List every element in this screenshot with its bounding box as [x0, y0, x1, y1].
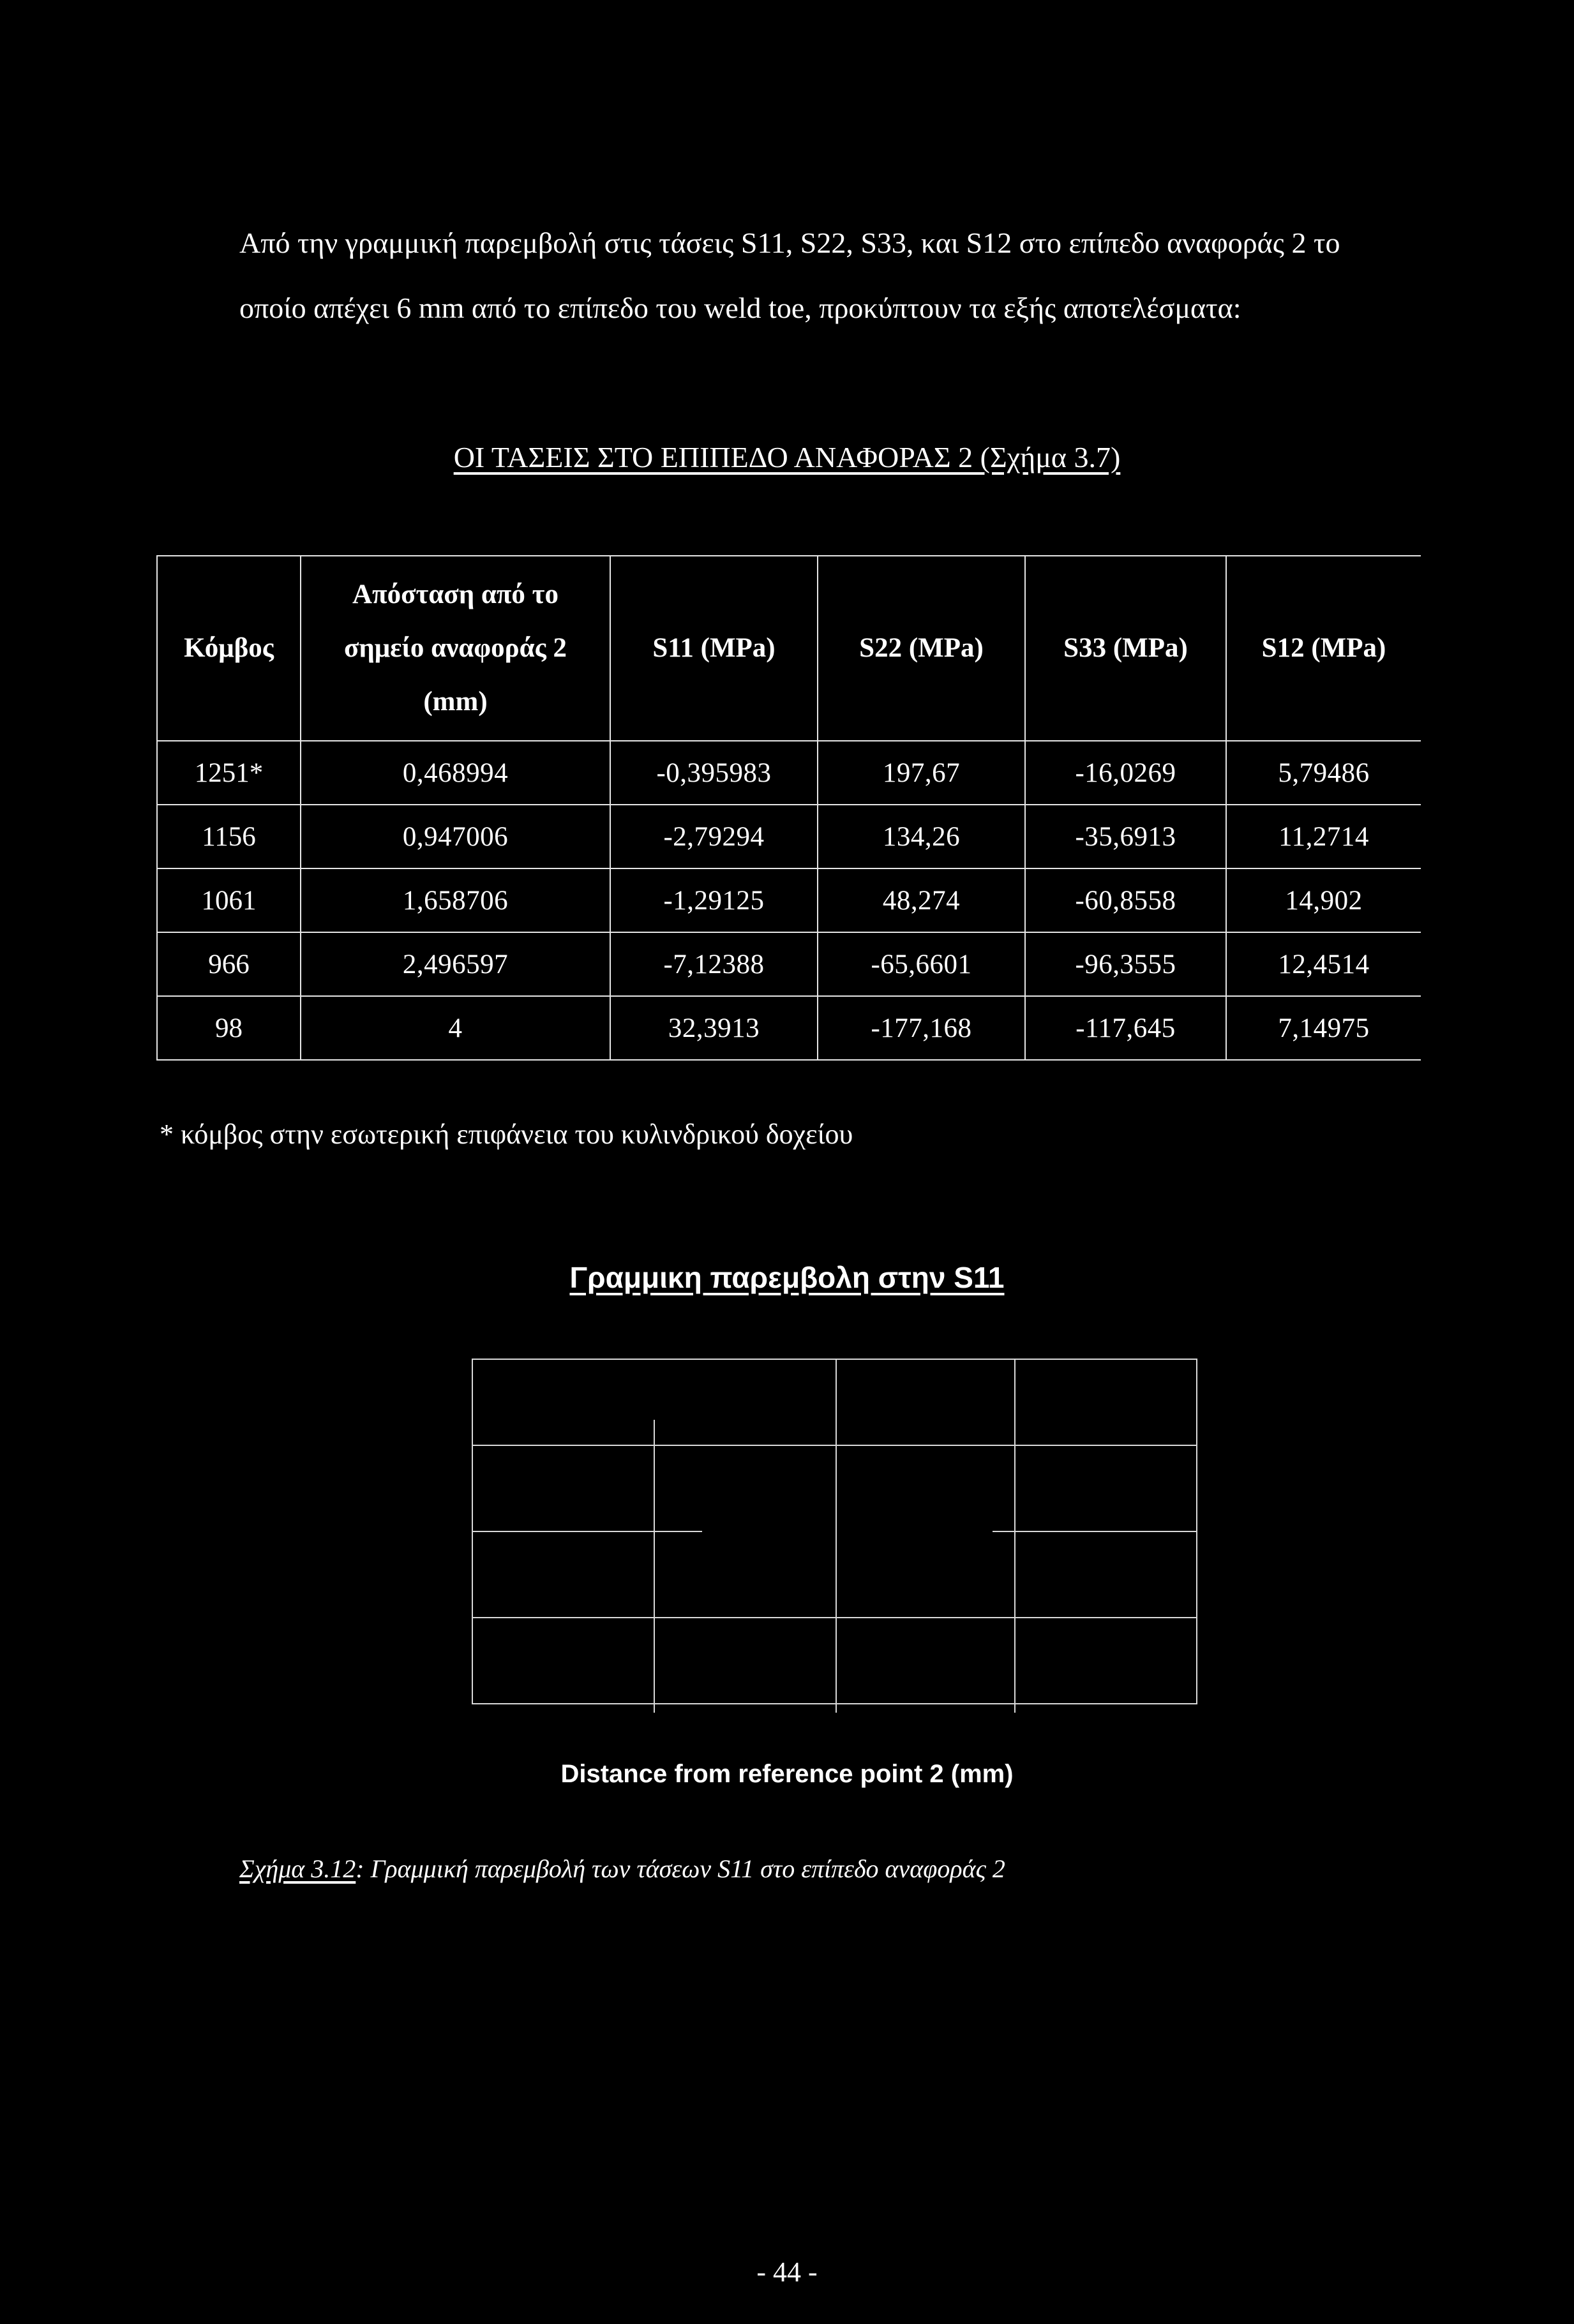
header-s22: S22 (MPa): [818, 556, 1025, 741]
cell-s33: -35,6913: [1025, 805, 1226, 868]
cell-s33: -96,3555: [1025, 932, 1226, 996]
cell-s12: 14,902: [1226, 868, 1421, 932]
cell-s22: 134,26: [818, 805, 1025, 868]
cell-distance: 4: [301, 996, 610, 1060]
cell-s11: 32,3913: [610, 996, 818, 1060]
cell-s12: 5,79486: [1226, 741, 1421, 805]
cell-s33: -117,645: [1025, 996, 1226, 1060]
cell-s12: 7,14975: [1226, 996, 1421, 1060]
cell-node: 966: [157, 932, 301, 996]
cell-distance: 1,658706: [301, 868, 610, 932]
cell-node: 1061: [157, 868, 301, 932]
table-footnote: * κόμβος στην εσωτερική επιφάνεια του κυλινδρικού δοχείου: [160, 1119, 853, 1150]
header-s11: S11 (MPa): [610, 556, 818, 741]
cell-s22: 48,274: [818, 868, 1025, 932]
cell-s12: 12,4514: [1226, 932, 1421, 996]
cell-node: 98: [157, 996, 301, 1060]
cell-s33: -60,8558: [1025, 868, 1226, 932]
cell-node: 1156: [157, 805, 301, 868]
header-distance-line-2: σημείο αναφοράς 2: [343, 633, 567, 663]
cell-distance: 2,496597: [301, 932, 610, 996]
cell-node: 1251*: [157, 741, 301, 805]
cell-s11: -1,29125: [610, 868, 818, 932]
header-s33: S33 (MPa): [1025, 556, 1226, 741]
cell-s22: -65,6601: [818, 932, 1025, 996]
cell-s11: -0,395983: [610, 741, 818, 805]
cell-distance: 0,468994: [301, 741, 610, 805]
cell-s11: -2,79294: [610, 805, 818, 868]
figure-caption-ref: Σχήμα 3.12: [239, 1854, 356, 1883]
cell-distance: 0,947006: [301, 805, 610, 868]
cell-s22: -177,168: [818, 996, 1025, 1060]
header-distance-line-1: Απόσταση από το: [352, 579, 558, 609]
intro-paragraph: Από την γραμμική παρεμβολή στις τάσεις S11, S22, S33, και S12 στο επίπεδο αναφοράς 2 το οποίο απέχει 6 mm από το επίπεδο του weld toe, προκύπτουν τα εξής αποτελέσματα:: [239, 227, 1340, 324]
figure-caption-text: : Γραμμική παρεμβολή των τάσεων S11 στο επίπεδο αναφοράς 2: [356, 1854, 1005, 1883]
header-s12: S12 (MPa): [1226, 556, 1421, 741]
cell-s22: 197,67: [818, 741, 1025, 805]
header-distance-line-3: (mm): [423, 687, 488, 717]
table-title: ΟΙ ΤΑΣΕΙΣ ΣΤΟ ΕΠΙΠΕΔΟ ΑΝΑΦΟΡΑΣ 2 (Σχήμα 3.7): [453, 441, 1121, 473]
cell-s12: 11,2714: [1226, 805, 1421, 868]
chart-title: Γραμμικη παρεμβολη στην S11: [569, 1261, 1005, 1294]
page-number: - 44 -: [756, 2256, 818, 2288]
chart-x-axis-label: Distance from reference point 2 (mm): [560, 1760, 1014, 1788]
figure-caption: [239, 1854, 1005, 1884]
cell-s11: -7,12388: [610, 932, 818, 996]
header-node: Κόμβος: [157, 556, 301, 741]
cell-s33: -16,0269: [1025, 741, 1226, 805]
